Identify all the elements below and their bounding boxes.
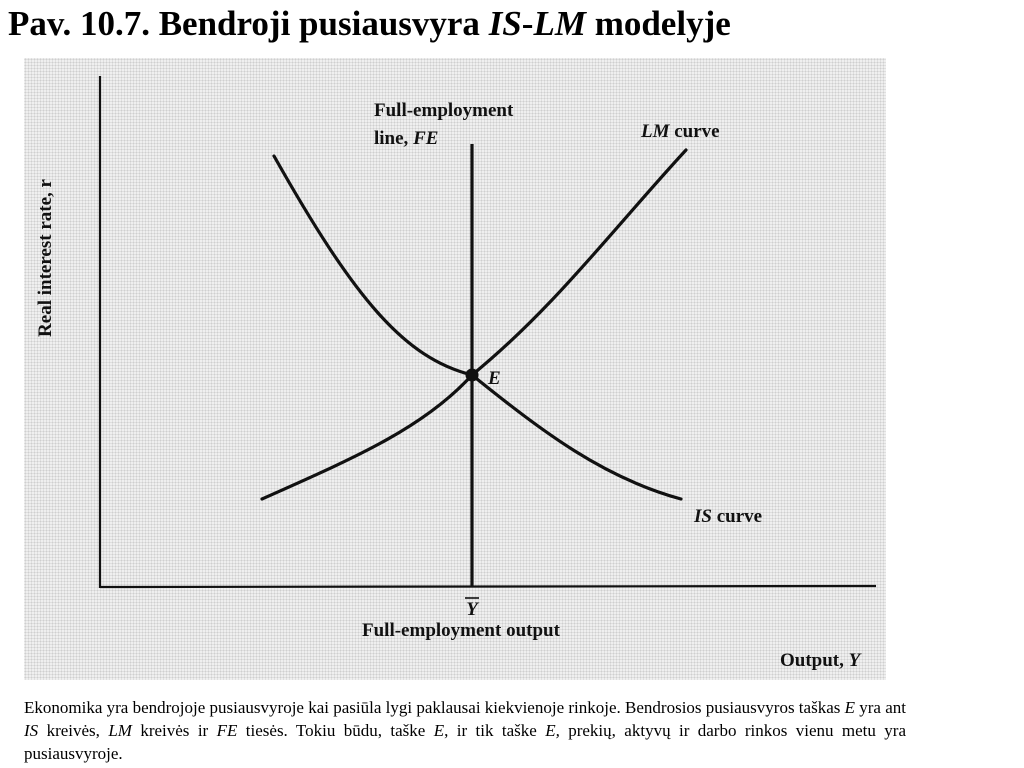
is-curve-label	[693, 506, 762, 527]
lm-curve-label	[640, 121, 720, 142]
caption-var-is: IS	[24, 721, 39, 740]
caption-var-e: E	[433, 721, 445, 740]
fe-label-var: FE	[413, 128, 439, 149]
caption-part: yra ant	[855, 698, 906, 717]
caption-part: , ir tik taške	[444, 721, 546, 740]
caption-var-e: E	[844, 698, 856, 717]
is-lm-diagram	[24, 58, 886, 680]
slide-title	[8, 2, 731, 46]
lm-label-var: LM	[641, 121, 670, 142]
title-lm: LM	[533, 4, 586, 43]
fe-label-line2	[374, 128, 438, 149]
is-label-text: curve	[711, 506, 763, 527]
title-dash: -	[521, 4, 534, 43]
caption-part: prekių, aktyvų ir darbo rinkos vienu metu yra pusiausvyroje.	[24, 721, 907, 763]
title-is: IS	[488, 4, 522, 43]
caption-part: tiesės. Tokiu būdu, taške	[237, 721, 434, 740]
title-suffix: modelyje	[585, 4, 731, 43]
title-prefix: Pav. 10.7. Bendroji pusiausvyra	[8, 4, 489, 43]
is-label-var: IS	[694, 506, 712, 527]
x-axis-label	[780, 650, 863, 671]
caption-var-e: E,	[545, 721, 560, 740]
caption-var-fe: FE	[216, 721, 238, 740]
x-axis-label-text: Output,	[780, 650, 849, 671]
full-employment-output-label: Full-employment output	[362, 620, 560, 641]
caption-var-lm: LM	[108, 721, 132, 740]
ybar-label: Y	[466, 599, 478, 620]
caption-part: Ekonomika yra bendrojoje pusiausvyroje kai pasiūla lygi paklausai kiekvienoje rinkoje. Bendrosios pusiausvyros taškas	[24, 698, 845, 717]
is-lm-diagram-svg	[24, 58, 886, 680]
figure-caption	[24, 696, 906, 765]
is-curve	[274, 156, 681, 499]
fe-label-line1: Full-employment	[374, 100, 514, 121]
lm-curve	[262, 150, 686, 499]
x-axis-label-var: Y	[848, 650, 861, 671]
fe-label-line2-text: line,	[374, 128, 414, 149]
lm-label-text: curve	[669, 121, 720, 142]
caption-part: kreivės ir	[131, 721, 217, 740]
x-axis	[100, 586, 876, 587]
equilibrium-label: E	[488, 368, 501, 389]
equilibrium-point	[466, 369, 479, 382]
caption-part: kreivės,	[38, 721, 109, 740]
y-axis-label: Real interest rate, r	[35, 179, 56, 337]
